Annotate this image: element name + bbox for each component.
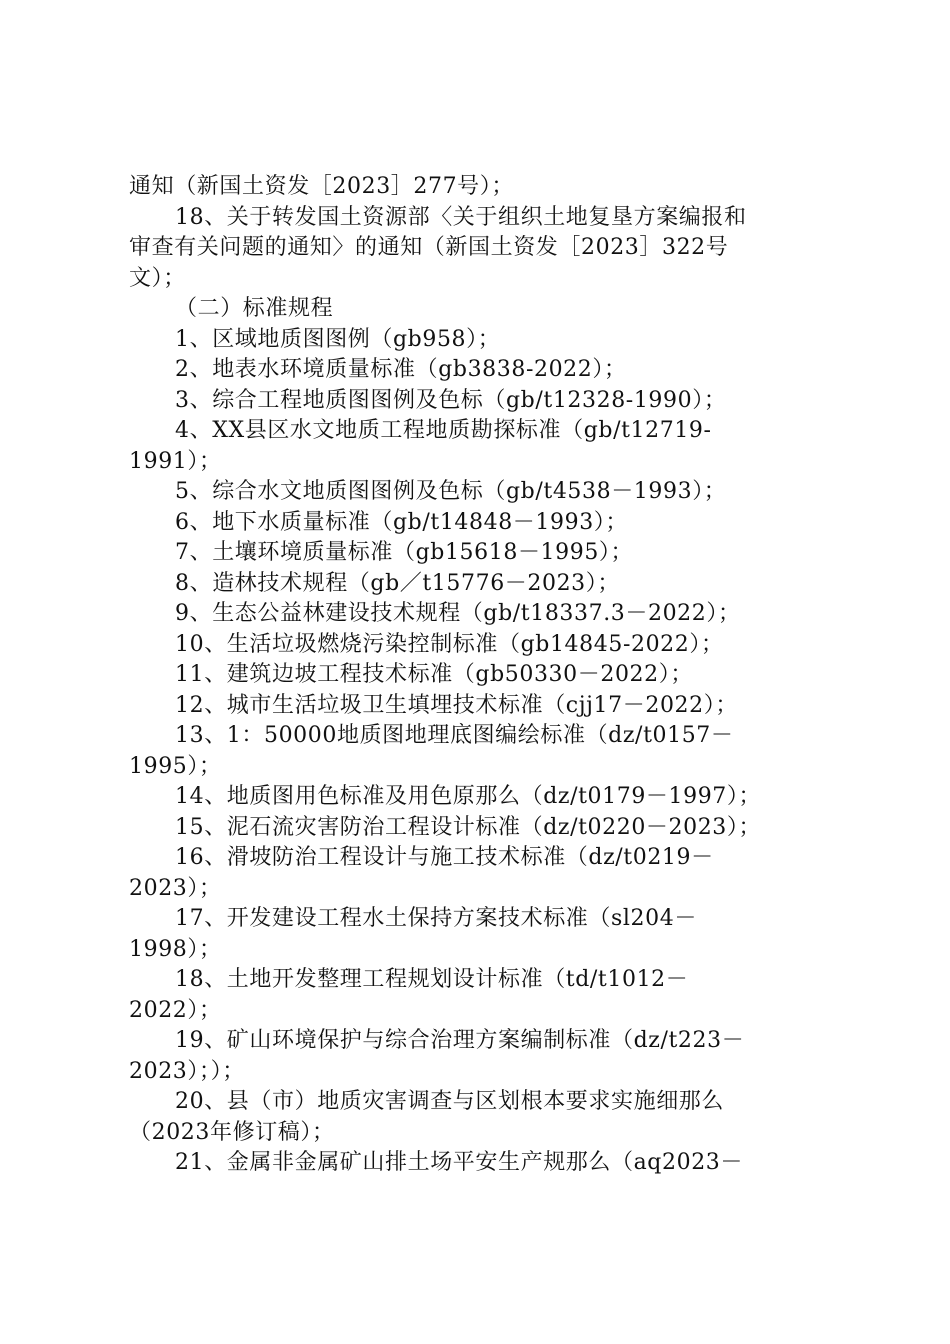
text-line: 7、土壤环境质量标准（gb15618－1995）；: [175, 540, 634, 565]
document-body: [129, 172, 819, 1179]
text-line: 21、金属非金属矿山排土场平安生产规那么（aq2023－: [175, 1150, 743, 1175]
text-line: 1995）；: [129, 753, 222, 779]
text-line: 11、建筑边坡工程技术标准（gb50330－2022）；: [175, 662, 693, 687]
text-line: （2023年修订稿）；: [129, 1119, 335, 1145]
text-line: 18、关于转发国土资源部〈关于组织土地复垦方案编报和: [175, 204, 747, 230]
text-line: 1998）；: [129, 936, 222, 962]
text-line: 2、地表水环境质量标准（gb3838-2022）；: [175, 357, 627, 382]
text-line: 4、XX县区水文地质工程地质勘探标准（gb/t12719-: [175, 418, 712, 443]
text-line: 6、地下水质量标准（gb/t14848－1993）；: [175, 509, 628, 535]
text-line: 8、造林技术规程（gb／t15776－2023）；: [175, 570, 620, 596]
text-line: 审查有关问题的通知〉的通知（新国土资发［2023］322号: [129, 235, 729, 260]
text-line: 1、区域地质图图例（gb958）；: [175, 326, 501, 352]
text-line: 19、矿山环境保护与综合治理方案编制标准（dz/t223－: [175, 1028, 745, 1053]
text-line: 13、1：50000地质图地理底图编绘标准（dz/t0157－: [175, 723, 734, 748]
text-line: 通知（新国土资发［2023］277号）；: [129, 174, 514, 199]
text-line: 3、综合工程地质图图例及色标（gb/t12328-1990）；: [175, 387, 727, 413]
text-line: 17、开发建设工程水土保持方案技术标准（sl204－: [175, 906, 697, 931]
text-line: 12、城市生活垃圾卫生填埋技术标准（cjj17－2022）；: [175, 692, 738, 718]
text-line: 16、滑坡防治工程设计与施工技术标准（dz/t0219－: [175, 845, 714, 870]
text-line: 10、生活垃圾燃烧污染控制标准（gb14845-2022）；: [175, 631, 724, 657]
text-line: 2023）；）；: [129, 1058, 245, 1084]
text-line: 9、生态公益林建设技术规程（gb/t18337.3－2022）；: [175, 601, 741, 626]
text-line: 14、地质图用色标准及用色原那么（dz/t0179－1997）；: [175, 784, 762, 809]
text-line: （二）标准规程: [175, 296, 334, 321]
text-line: 18、土地开发整理工程规划设计标准（td/t1012－: [175, 967, 689, 992]
text-line: 文）；: [129, 265, 186, 291]
text-line: 5、综合水文地质图图例及色标（gb/t4538－1993）；: [175, 479, 727, 504]
text-line: 20、县（市）地质灾害调查与区划根本要求实施细那么: [175, 1089, 724, 1114]
text-line: 15、泥石流灾害防治工程设计标准（dz/t0220－2023）；: [175, 814, 762, 840]
text-line: 2022）；: [129, 997, 222, 1023]
text-line: 2023）；: [129, 875, 222, 901]
text-line: 1991）；: [129, 448, 222, 474]
